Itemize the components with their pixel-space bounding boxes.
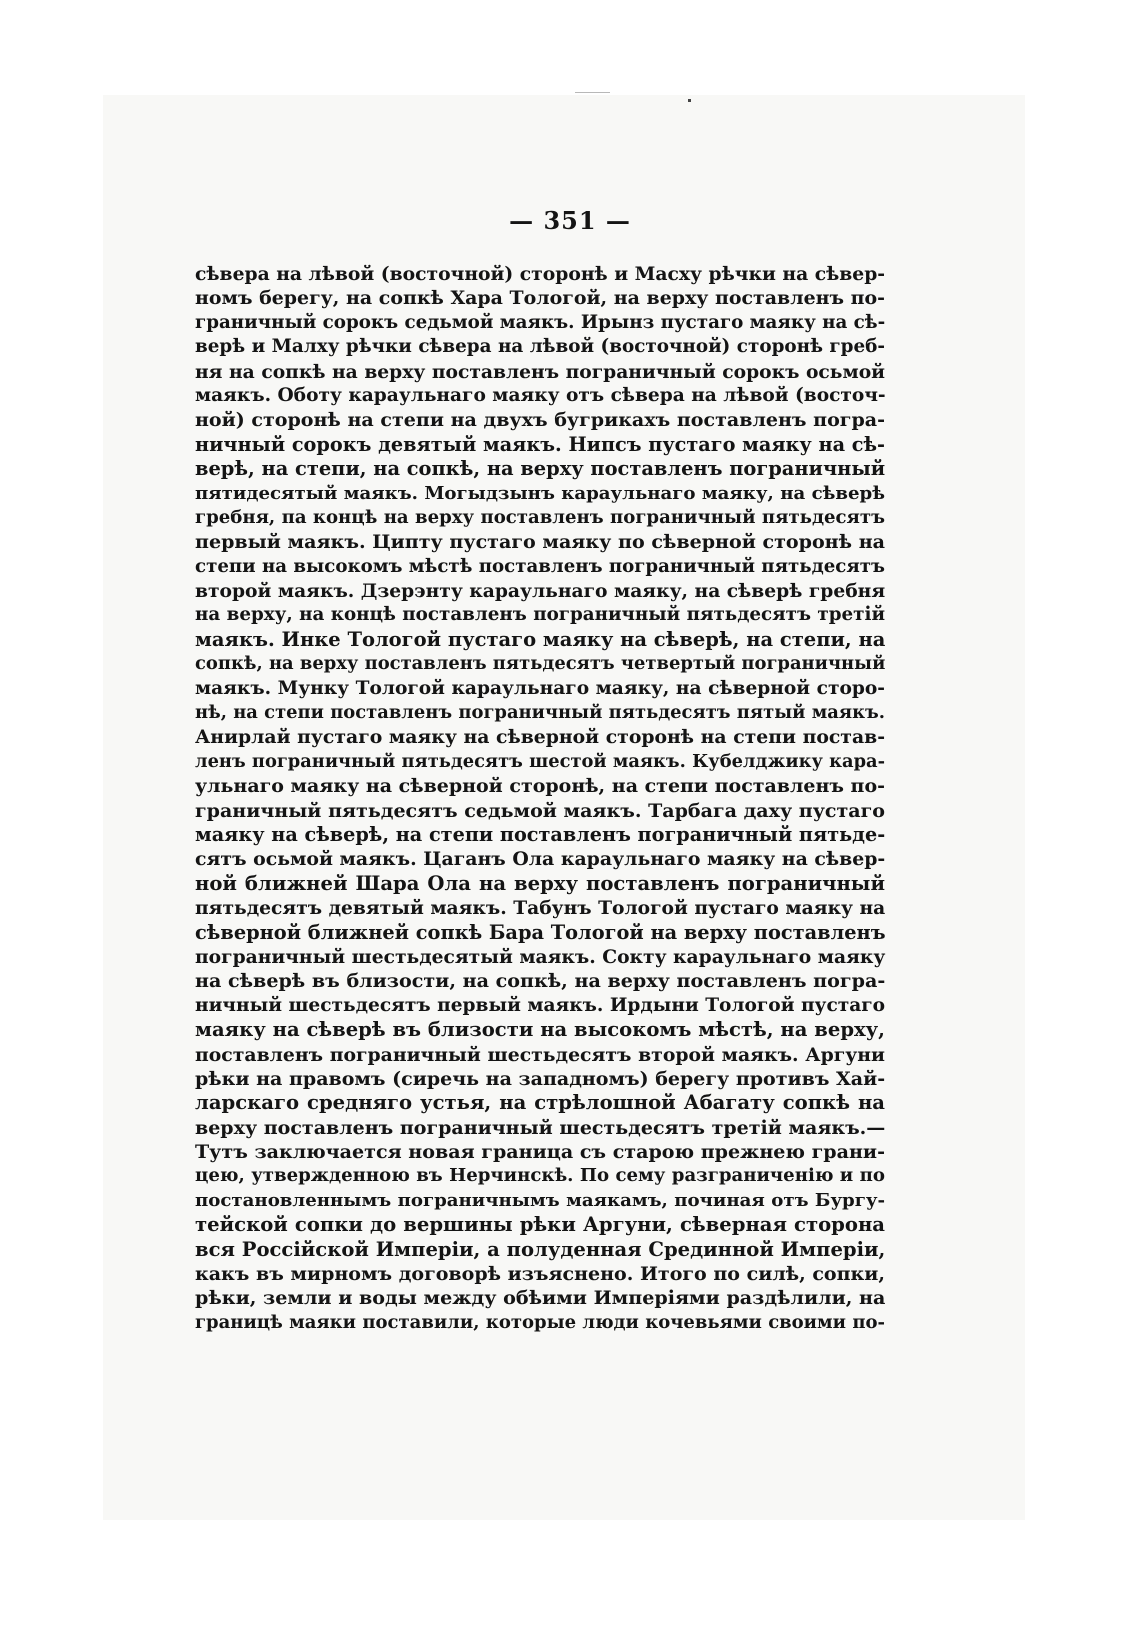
text-line: поставленъ пограничный шестьдесятъ второй маякъ. Аргуни — [195, 1043, 885, 1066]
text-line: ной) сторонѣ на степи на двухъ бугрикахъ поставленъ погра- — [195, 409, 885, 432]
text-line: ульнаго маяку на сѣверной сторонѣ, на степи поставленъ по- — [195, 775, 885, 798]
text-line: нѣ, на степи поставленъ пограничный пятьдесятъ пятый маякъ. — [195, 702, 885, 724]
text-line: маяку на сѣверѣ въ близости на высокомъ мѣстѣ, на верху, — [195, 1018, 885, 1042]
text-line: ничный шестьдесятъ первый маякъ. Ирдыни Тологой пустаго — [195, 994, 886, 1016]
text-line: пятидесятый маякъ. Могыдзынъ караульнаго маяку, на сѣверѣ — [195, 482, 885, 504]
text-line: номъ берегу, на сопкѣ Хара Тологой, на верху поставленъ по- — [195, 287, 885, 310]
text-line: сятъ осьмой маякъ. Цаганъ Ола караульнаго маяку на сѣвер- — [195, 848, 886, 871]
text-line: первый маякъ. Ципту пустаго маяку по сѣверной сторонѣ на — [195, 531, 885, 554]
text-line: степи на высокомъ мѣстѣ поставленъ пограничный пятьдесятъ — [195, 555, 885, 577]
text-line: вся Россійской Имперіи, а полуденная Срединной Имперіи, — [195, 1237, 886, 1261]
text-line: ничный сорокъ девятый маякъ. Нипсъ пустаго маяку на сѣ- — [195, 432, 885, 456]
text-line: сопкѣ, на верху поставленъ пятьдесятъ четвертый пограничный — [195, 653, 886, 675]
text-line: ня на сопкѣ на верху поставленъ пограничный сорокъ осьмой — [195, 360, 885, 383]
text-line: тейской сопки до вершины рѣки Аргуни, сѣверная сторона — [195, 1213, 885, 1237]
text-line: верѣ и Малху рѣчки сѣвера на лѣвой (восточной) сторонѣ греб- — [195, 336, 885, 358]
text-line: на сѣверѣ въ близости, на сопкѣ, на верху поставленъ погра- — [195, 969, 886, 993]
text-line: ларскаго средняго устья, на стрѣлошной Абагату сопкѣ на — [195, 1091, 885, 1115]
text-line: второй маякъ. Дзерэнту караульнаго маяку, на сѣверѣ гребня — [195, 580, 886, 603]
text-line: на верху, на концѣ поставленъ пограничный пятьдесятъ третій — [195, 604, 885, 626]
text-line: постановленнымъ пограничнымъ маякамъ, починая отъ Бургу- — [195, 1189, 885, 1211]
text-line: верху поставленъ пограничный шестьдесятъ третій маякъ.— — [195, 1116, 886, 1139]
body-text — [195, 262, 885, 1335]
page-number: — 351 — — [509, 206, 631, 235]
text-line: ленъ пограничный пятьдесятъ шестой маякъ. Кубелджику кара- — [195, 750, 885, 772]
text-line: маякъ. Инке Тологой пустаго маяку на сѣверѣ, на степи, на — [195, 627, 886, 651]
text-line: рѣки, земли и воды между обѣими Имперіями раздѣлили, на — [195, 1286, 886, 1310]
text-line: граничный пятьдесятъ седьмой маякъ. Тарбага даху пустаго — [195, 799, 885, 822]
text-line: ной ближней Шара Ола на верху поставленъ пограничный — [195, 871, 885, 895]
text-line: Тутъ заключается новая граница съ старою прежнею грани- — [195, 1141, 885, 1164]
text-line: Анирлай пустаго маяку на сѣверной сторонѣ на степи постав- — [195, 726, 885, 749]
text-line: границѣ маяки поставили, которые люди кочевьями своими по- — [195, 1311, 885, 1333]
text-line: пятьдесятъ девятый маякъ. Табунъ Тологой пустаго маяку на — [195, 897, 886, 920]
text-line: гребня, па концѣ на верху поставленъ пограничный пятьдесятъ — [195, 506, 885, 528]
text-line: верѣ, на степи, на сопкѣ, на верху поставленъ пограничный — [195, 457, 886, 481]
text-line: граничный сорокъ седьмой маякъ. Ирынз пустаго маяку на сѣ- — [195, 311, 886, 333]
text-line: маякъ. Оботу караульнаго маяку отъ сѣвера на лѣвой (восточ- — [195, 384, 886, 406]
text-line: пограничный шестьдесятый маякъ. Сокту караульнаго маяку — [195, 945, 886, 968]
text-line: цею, утвержденною въ Нерчинскѣ. По сему разграниченію и по — [195, 1165, 885, 1187]
text-line: маякъ. Мунку Тологой караульнаго маяку, на сѣверной сторо- — [195, 677, 885, 699]
text-line: какъ въ мирномъ договорѣ изъяснено. Итого по силѣ, сопки, — [195, 1263, 885, 1286]
text-line: маяку на сѣверѣ, на степи поставленъ пограничный пятьде- — [195, 822, 886, 846]
text-line: сѣверной ближней сопкѣ Бара Тологой на верху поставленъ — [195, 920, 886, 944]
text-line: сѣвера на лѣвой (восточной) сторонѣ и Масху рѣчки на сѣвер- — [195, 263, 886, 285]
scan-dash — [575, 92, 610, 93]
scan-dot — [688, 99, 691, 102]
text-line: рѣки на правомъ (сиречь на западномъ) берегу противъ Хай- — [195, 1067, 886, 1090]
